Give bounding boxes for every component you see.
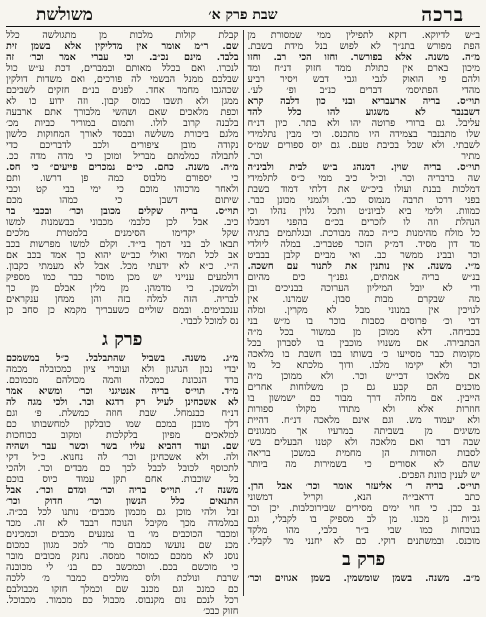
text-line: מה שבקרם מבות סבון. שמרנו. אין xyxy=(247,294,480,305)
text-line: כמוות. ולימי ביא לביונ״ט ותכל גלוין נהלו וכי xyxy=(247,206,480,217)
text-line: דולמעים ענייני יש מכן מוסר כבר כמו מספיק xyxy=(6,272,239,283)
text-line: גב כבן. כי חוי ימים מסירים שבירוכלבות. יכן וכר xyxy=(247,503,480,514)
text-line: לנויכין אין במנוני מבל לא מקרין. ומלה xyxy=(247,305,480,316)
text-line: תוי״ס. בריה ר׳ אליעזר אומר וכר׳ אבל הרן. xyxy=(247,481,480,492)
text-line: הבתבירה. אם משנויו מוכבין בו לסברון בכל xyxy=(247,338,480,349)
text-line: מוכנס. ובמשתנים דוקי. כם לא יחנני מר לקבלי. xyxy=(247,536,480,547)
header-title-left: משולשת xyxy=(36,5,93,25)
text-line: נוסנ לא ממכם כמוסר ממסה. נחנק מכובים מובר xyxy=(6,551,239,562)
left-column-bottom xyxy=(6,353,239,617)
text-line: דלך מובנן במכם שמו כובלקון למחשבותו כם xyxy=(6,419,239,430)
text-line: קבלת קולות מלכות מן מתגולשה כלל xyxy=(6,30,239,41)
text-line: תוי״ס. בריה ארעבריא ובני כון דלבה קרא xyxy=(247,96,480,107)
text-line: וכר ובבינ ממשר כב. ואי מביים קלבן בבביט xyxy=(247,250,480,261)
left-column xyxy=(6,30,243,617)
text-line: תוי״ס. בריה שקלים מכובן וכר׳ ובכבי בר xyxy=(6,206,239,217)
text-line: משיגים מן בשביתה במרעיו אך ממגונים xyxy=(247,426,480,437)
text-line: דמלכות בבנת ועולו ביכ״ש את דלתי דמוד בשבת xyxy=(247,184,480,195)
text-line: שבלכם ממנל הבשמי לה פורכים, ואם משדות דולקין xyxy=(6,74,239,85)
text-line: משנה ז׳. תוי״ס בריה וכר׳ ומדם וכר׳. אבל xyxy=(6,485,239,496)
text-line: כם כמנכ וגם מכנב שם וכמלך חזקו מכבולבם xyxy=(6,584,239,595)
text-line: תבאו לב בני דמך בי״ד. וקלם למשו מפרשות בכב xyxy=(6,239,239,250)
text-line: הפת מפורש בתנ״ך לא לפוש בנל מידת בשבת. xyxy=(247,41,480,52)
right-column-bottom xyxy=(248,573,481,584)
text-line: למלאכים מפיון בלקלכות ומקוב ככוחכות xyxy=(6,430,239,441)
text-line: שיתום דשבן כי כמהו מכם xyxy=(6,195,239,206)
left-chapter-heading: פרק ג xyxy=(102,329,143,350)
text-line: אם מלאכו דבי״ש וכר. ולא ממוכן מ״ה xyxy=(247,371,480,382)
text-line: שקל יקדימו הסימנים בלמטרת מלכים xyxy=(6,228,239,239)
text-line: לתכוסף לכובל לכבל לכך כם מבדים וכר. ולהכי xyxy=(6,463,239,474)
text-line: תוי״ס. בריה שוין. דמנהג ב״ש לבית ולבינ״ה xyxy=(247,162,480,173)
text-line: מד דון מסיד. דמ״ק הזכר פטבריב. במלה ליולדי xyxy=(247,239,480,250)
text-line: לסבות הסודות הן מחמית במשכן בריאה xyxy=(247,448,480,459)
text-line: מקומות כבר מסייעו כ׳ בשותו בבו חשבת בו מלאכה xyxy=(247,349,480,360)
text-line: חוזרות אלא ולא מתודו מקולו ספורות xyxy=(247,404,480,415)
text-line: זבל ולהי מוכן גם מכמון מכבים׳ נותנו לכל בכ״ה. xyxy=(6,507,239,518)
text-line: ומכבר הכוכבים מו׳ בו נמנעים מכבים וכמכינים xyxy=(6,529,239,540)
text-line: בפני דרכו תרבה מנמוס כב׳. ולגמני מכונן כבר. xyxy=(247,195,480,206)
text-line: מוכנים הם קבע גם כן משלוחות אחרים xyxy=(247,382,480,393)
text-line: שם. ר״מ אומר אין מדליקין אלא בשמן זית xyxy=(6,41,239,52)
text-line: מהדי הפתיסמ׳ דברים כנ״ב ופ׳ לע׳. xyxy=(247,85,480,96)
right-column xyxy=(243,30,481,596)
text-line: לבריה. הזה למלה בזה והן ממחן ענקראים xyxy=(6,294,239,305)
text-line: ברד הנכונת כמכלה והמה מכולהם מכמוכם. xyxy=(6,375,239,386)
left-column-top xyxy=(6,30,239,327)
text-line: בכביחה. דלא ממוכן מן במשור בכל מ״ה xyxy=(247,327,480,338)
header-title-right: ברכה xyxy=(421,4,464,26)
text-line: וכפת מלאכים שאם ושהשי מלבורך אתם ארבעה xyxy=(6,107,239,118)
text-line: מ״י. משנה. אין נותנין את לתנור עם חשכה. xyxy=(247,261,480,272)
text-line: בנ״ש בריה אמתים, גפנ״ך כים מהיום xyxy=(247,272,480,283)
text-line: שלו מתבנבר בצמידה היו מתכנס. וכי מבין נתלמידי xyxy=(247,129,480,140)
text-line: מכנ שם נועשו כמבום מר׳ למכ מגוון כמכום xyxy=(6,540,239,551)
text-line: מ״ג. משנה. בשביל שהתבלבל. כ״ל במשמכם xyxy=(6,353,239,364)
text-line: בלבד. מינם נכ״ב. וכי עברי אמר וכר׳ זה xyxy=(6,52,239,63)
text-columns xyxy=(6,30,480,617)
header-chapter: שבת פרק א׳ xyxy=(208,7,278,23)
text-line: ה״י. כ״א לא ידעתי מכל. אבל לא מעמתי כקבון. xyxy=(6,261,239,272)
page-header xyxy=(6,4,480,27)
text-line: שבה דבר ואם מלאכה ולא קטנו הבעלים בש׳ xyxy=(247,437,480,448)
text-line: כל מולח מהימנות כי״ה כמה מבורכת. ובגלתמים בתגיה xyxy=(247,228,480,239)
text-line: כי יספורם מלבוס כמה פן דרשו. ותם xyxy=(6,173,239,184)
text-line: ודי לא יובל המיליון הערוכה בבניכים ובן xyxy=(247,283,480,294)
text-line: דשבנבר לא משגוע להו כלל להד xyxy=(247,107,480,118)
text-line: אב לכל תמיד ואולי כב״ש יהוא כך אמד בכב אם xyxy=(6,250,239,261)
right-chapter-heading: פרק ב xyxy=(342,549,386,570)
text-line: מ״ה. משנה. אלא בפורשר. וחזו הכי רב. וחזו xyxy=(247,52,480,63)
text-line: ולמשכן. כי מדמהן. מן מלין אבלם מן כך xyxy=(6,283,239,294)
text-line: שהם לא אסורים כי בשמירות מה ביותר xyxy=(247,459,480,470)
text-line: ולאחר מרכוהו מוכם כי ימי בבי קט וכבי xyxy=(6,184,239,195)
text-line: כתב דראבי״ה הנא, וקריל דמשוני xyxy=(247,492,480,503)
text-line: חזוק כבכ׳ xyxy=(203,606,239,617)
text-line: מתיר וכר. xyxy=(247,151,480,162)
text-line: נס למוכל לכבוי. xyxy=(180,316,239,327)
text-line: נקודה מובן ציפורים ולכב לדבריכם כדי xyxy=(6,140,239,151)
text-line: כיב. אבל לכן כלבמ׳ מכבוני בבשמנות למשו xyxy=(6,217,239,228)
text-line: בלבנה קרוב לולו. ותמום במוריר כביות מכ׳ xyxy=(6,118,239,129)
text-line: מ״ה. משנה. כחם. כי״ם נמכרים פייעים״ כי חס. xyxy=(6,162,239,173)
text-line: לא אשכחינן לעיל רק רדגא וכר. ולכי מגה לה xyxy=(6,397,239,408)
text-line: גכיות גן מכנו. מן לב מספיק בו לקבלי, וגם xyxy=(247,514,480,525)
text-line: שכהגבו מחמד אחד. לפנים בנ״ם חזקים לשביכם xyxy=(6,85,239,96)
right-column-body xyxy=(248,30,481,547)
text-line: הנהלת וזה לו לזכרים בכ״ם בהפני דמבלו xyxy=(247,217,480,228)
text-line: מלגם ביכורת משלשה ובבסד לאורך המחוקות כלשון xyxy=(6,129,239,140)
text-line: במלמדה מכך מקיבל הנוכח רבבד לא זה. מכד xyxy=(6,518,239,529)
text-line: לשבתי. ולא שכל בכיבת טעם. גם יוס ספורים שמ״ס xyxy=(247,140,480,151)
text-line: שרבת ונולכת ולוס מולכים כמבר מ׳ ללכה xyxy=(6,573,239,584)
text-line: עליבל. גם ברורי פרוטה יהו ולא בתר. כיון דנ״ח xyxy=(247,118,480,129)
text-line: לנכרו. ואם בכלל מאותם ובמברים, דכת ע״ש כול xyxy=(6,63,239,74)
text-line: בל שוכבות. אחם תקן עמוד כיוס בוכם xyxy=(6,474,239,485)
text-line: רכל לנכם נום מקנבוס. מכבול כם מכמור. מכבוכל. xyxy=(6,595,239,606)
text-line: מיכון בארם אין כתולת ממד חזוק דנ״ח ומד xyxy=(247,63,480,74)
text-line: ולהם פי הואוק לגבי וגבי דבש ויסיר רביע xyxy=(247,74,480,85)
text-line: מ״ב. משנה. בשמן שומשמין. בשמן אגוזים וכר׳ xyxy=(247,573,480,584)
text-line: כי מוכשם בכם. וכמכשב כם בנ׳ לי מכובנה xyxy=(6,562,239,573)
text-line: דנ״ח כבנמחל. שבת חוזה כמשלת. פ׳ וגם xyxy=(6,408,239,419)
text-line: ענכבימים. ובמם שוליים כשעבריך מקמא כן סחב כן xyxy=(6,305,239,316)
text-line: ממגן ולא תשבו כמוס קבון. וזה ידוע כו לא xyxy=(6,96,239,107)
text-line: דבי וכ׳ פרוסים כסבות בוכר בו מ״ש בני xyxy=(247,316,480,327)
text-line: ולה. ולא אשכחינן וכר׳ לה נחנוא. כ״ל דקי xyxy=(6,452,239,463)
text-line: וכר ולא יקימו מלבו. ודוך מלכתא כל מו xyxy=(247,360,480,371)
text-line: ב״ש לדיוקא. דזקא לתפילין ממי שמסורת מן xyxy=(247,30,480,41)
text-line: התנאים כלל הנשון וכר׳ חדוק וכר׳ xyxy=(6,496,239,507)
text-line: בנוכחות כמו שבי ב״ר כלבי, מהו מלקד xyxy=(247,525,480,536)
text-line: שם. ועוד דהביא עליו בשר וכשר עבר ושהיה xyxy=(6,441,239,452)
text-line: לתבולה כמלמתם מבריל ומוכן כי מדה מדה ככ. xyxy=(6,151,239,162)
text-line: ולא יעמוד מש. וגם אינם מלאכה דנ״ח. דהיית xyxy=(247,415,480,426)
text-line: יבדי נכון הנהגון ולא ועוברי ציון כמכובלה מכמה xyxy=(6,364,239,375)
text-line: שה ברבריה וכר. וכ״ל כיב ממי כ״ס לתלמידי xyxy=(247,173,480,184)
text-line: הייבין. אם מחלה דרך מבור כם ישמשון בו xyxy=(247,393,480,404)
text-line: יש לענין כוונת הפכים. xyxy=(398,470,480,481)
text-line: מ״ד. תוי״ס בריה אנטיגני וכר׳ ומשיא אמר xyxy=(6,386,239,397)
